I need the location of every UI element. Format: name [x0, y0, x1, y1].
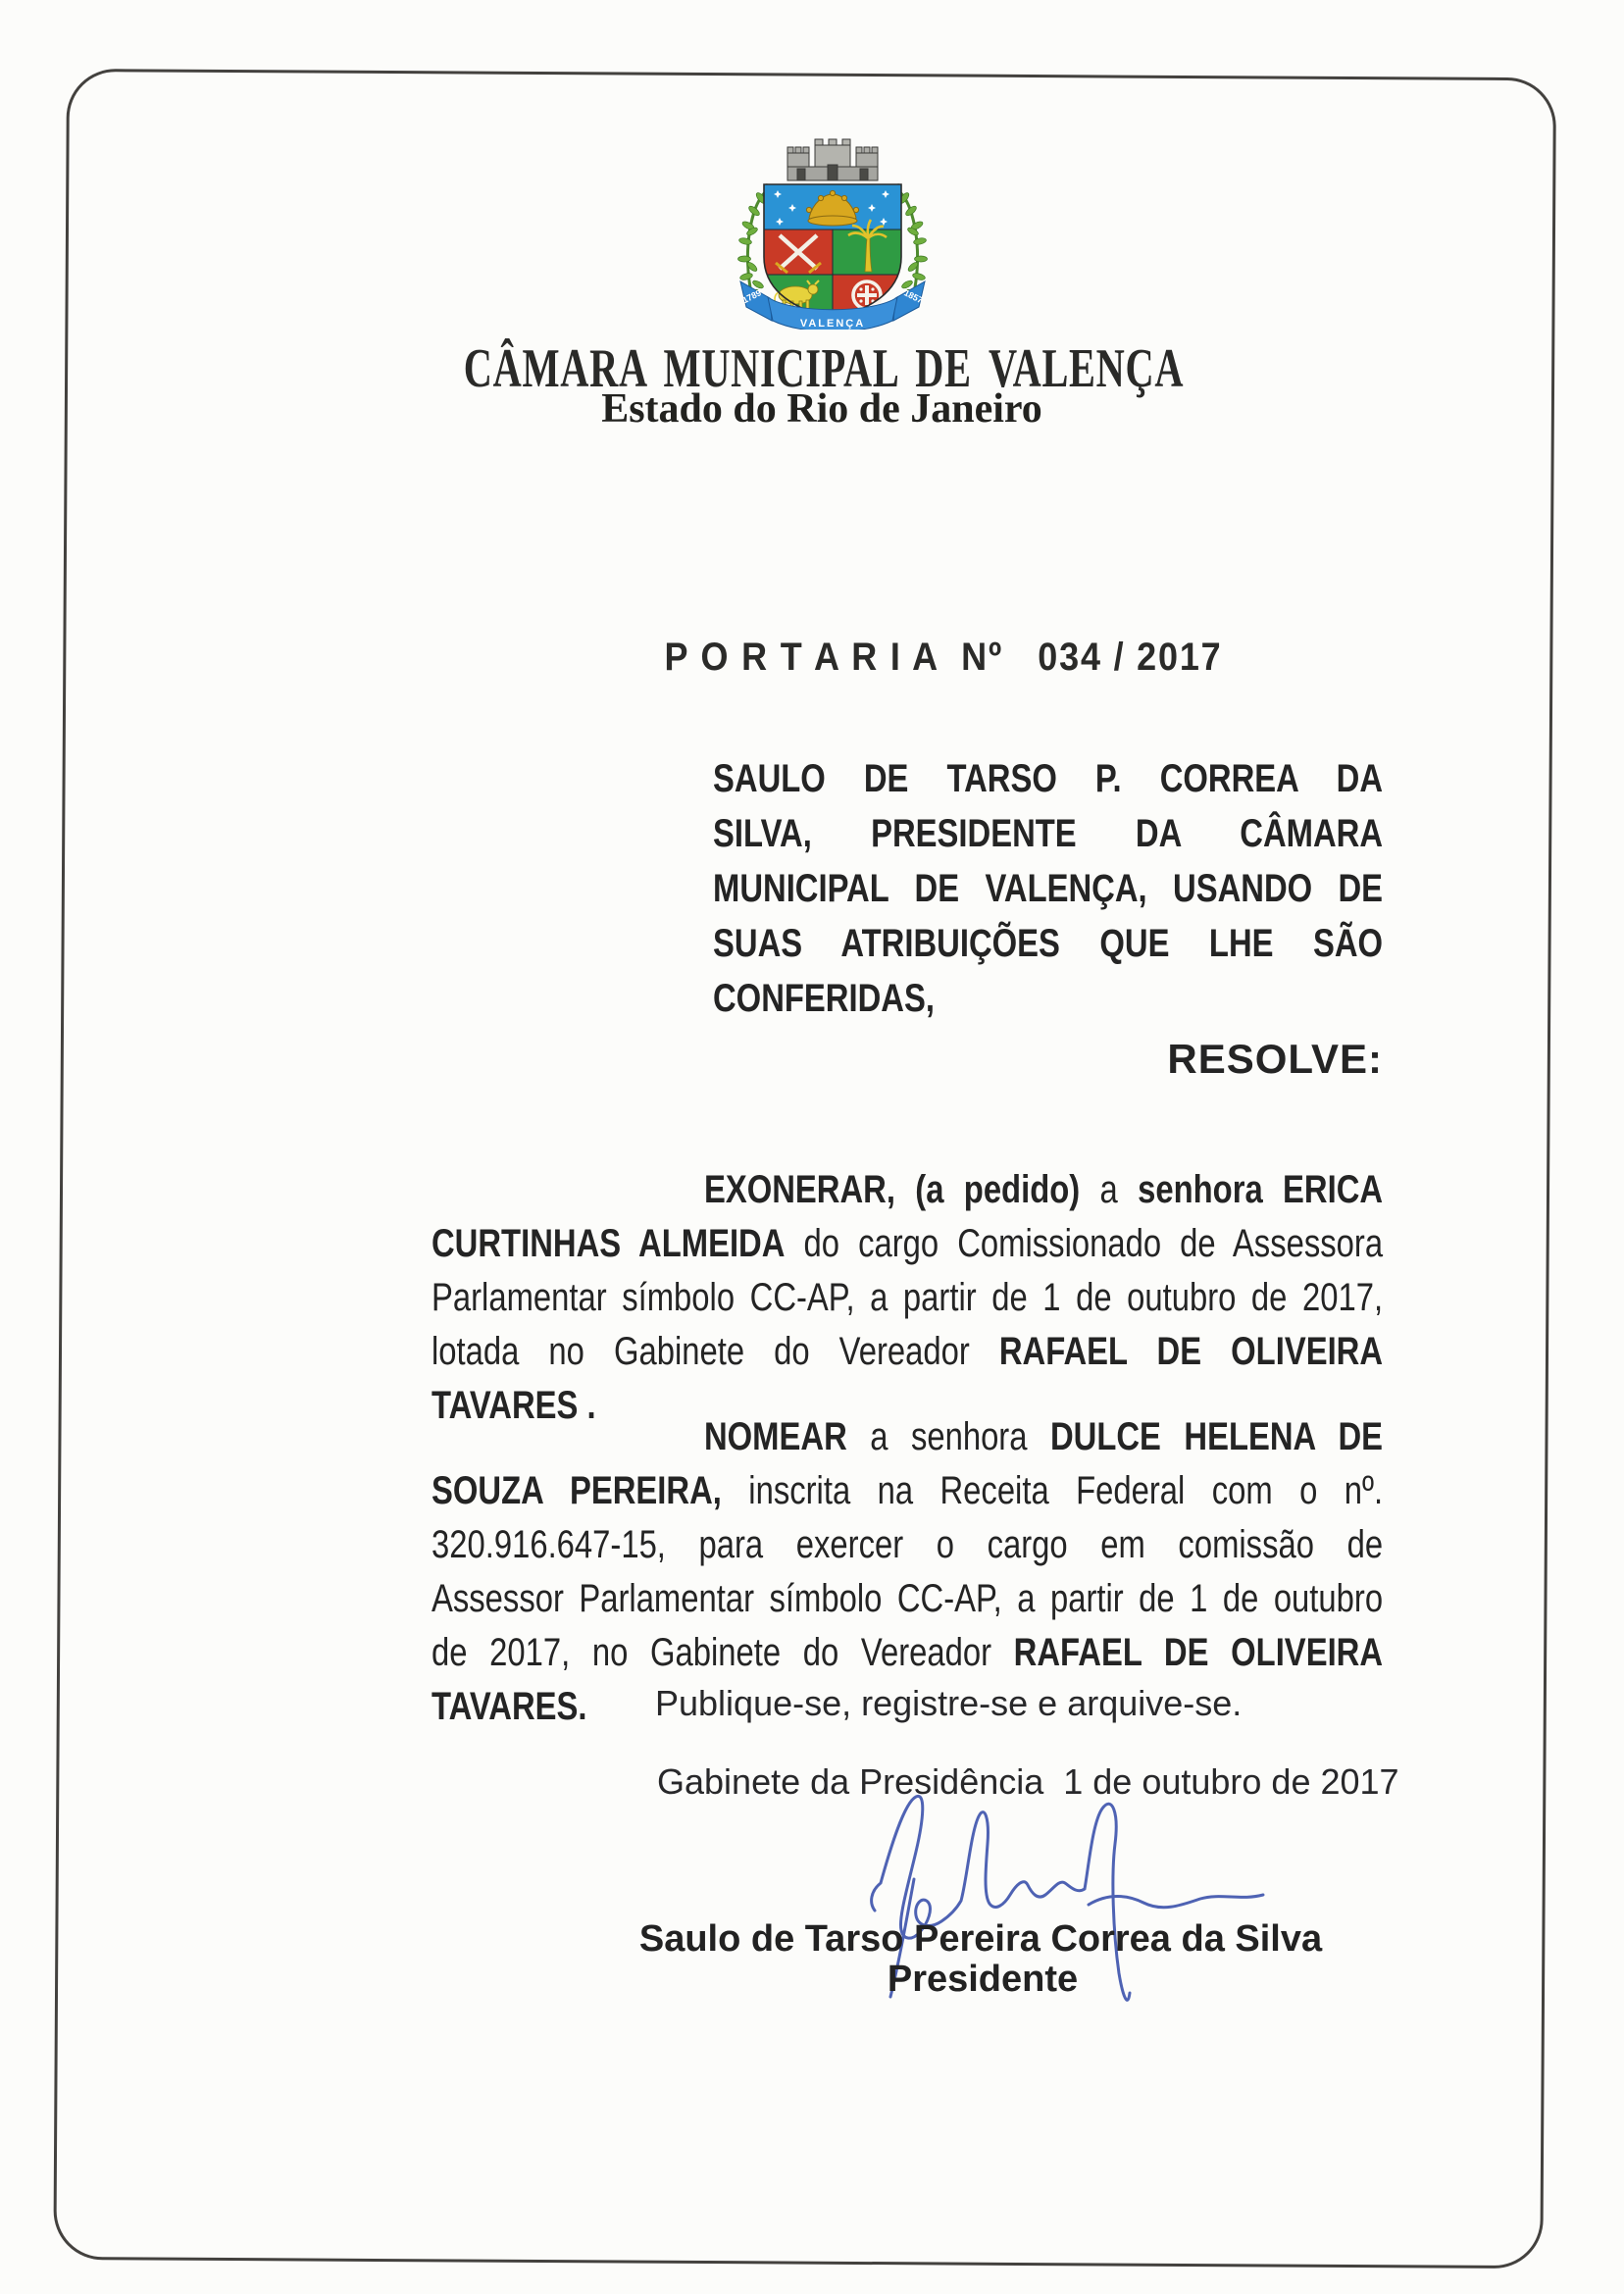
- text-line: MUNICIPAL DE VALENÇA, USANDO DE: [713, 867, 1384, 910]
- text-line: lotada no Gabinete do Vereador RAFAEL DE OLIVEIRA: [431, 1330, 1384, 1373]
- ribbon-year-right: 1857: [902, 287, 925, 306]
- state-subtitle: Estado do Rio de Janeiro: [601, 386, 1042, 432]
- text-line: 320.916.647-15, para exercer o cargo em comissão de: [431, 1523, 1384, 1566]
- ribbon-name: VALENÇA: [799, 318, 866, 330]
- text-line: CONFERIDAS,: [713, 977, 935, 1020]
- cabinet-date-line: Gabinete da Presidência 1 de outubro de 2017: [657, 1761, 1399, 1802]
- portaria-title: P O R T A R I A Nº 034 / 2017: [664, 636, 1223, 679]
- signer-name: Saulo de Tarso Pereira Correa da Silva: [638, 1918, 1323, 1960]
- text-line: NOMEAR a senhora DULCE HELENA DE: [703, 1415, 1384, 1458]
- text-line: de 2017, no Gabinete do Vereador RAFAEL DE OLIVEIRA: [431, 1631, 1384, 1674]
- text-line: SUAS ATRIBUIÇÕES QUE LHE SÃO: [713, 922, 1384, 965]
- text-line: TAVARES.: [431, 1685, 587, 1728]
- text-line: EXONERAR, (a pedido) a senhora ERICA: [703, 1168, 1384, 1211]
- municipality-title: CÂMARA MUNICIPAL DE VALENÇA: [463, 338, 1185, 399]
- coat-of-arms: [731, 137, 935, 330]
- exonerar-paragraph: [431, 1163, 1383, 1433]
- resolve-label: RESOLVE:: [1167, 1036, 1383, 1082]
- text-line: Assessor Parlamentar símbolo CC-AP, a partir de 1 de outubro: [431, 1577, 1384, 1620]
- signer-title: Presidente: [887, 1959, 1079, 2000]
- ribbon-year-left: 1789: [740, 287, 763, 306]
- publish-line: Publique-se, registre-se e arquive-se.: [655, 1683, 1243, 1723]
- text-line: SAULO DE TARSO P. CORREA DA: [713, 757, 1384, 800]
- mural-crown-icon: [787, 139, 878, 180]
- text-line: Parlamentar símbolo CC-AP, a partir de 1 de outubro de 2017,: [431, 1276, 1384, 1319]
- preamble-paragraph: [713, 751, 1383, 1026]
- text-line: TAVARES .: [431, 1384, 596, 1427]
- text-line: SILVA, PRESIDENTE DA CÂMARA: [713, 812, 1384, 855]
- text-line: CURTINHAS ALMEIDA do cargo Comissionado de Assessora: [431, 1222, 1384, 1265]
- text-line: SOUZA PEREIRA, inscrita na Receita Federal com o nº.: [431, 1469, 1384, 1512]
